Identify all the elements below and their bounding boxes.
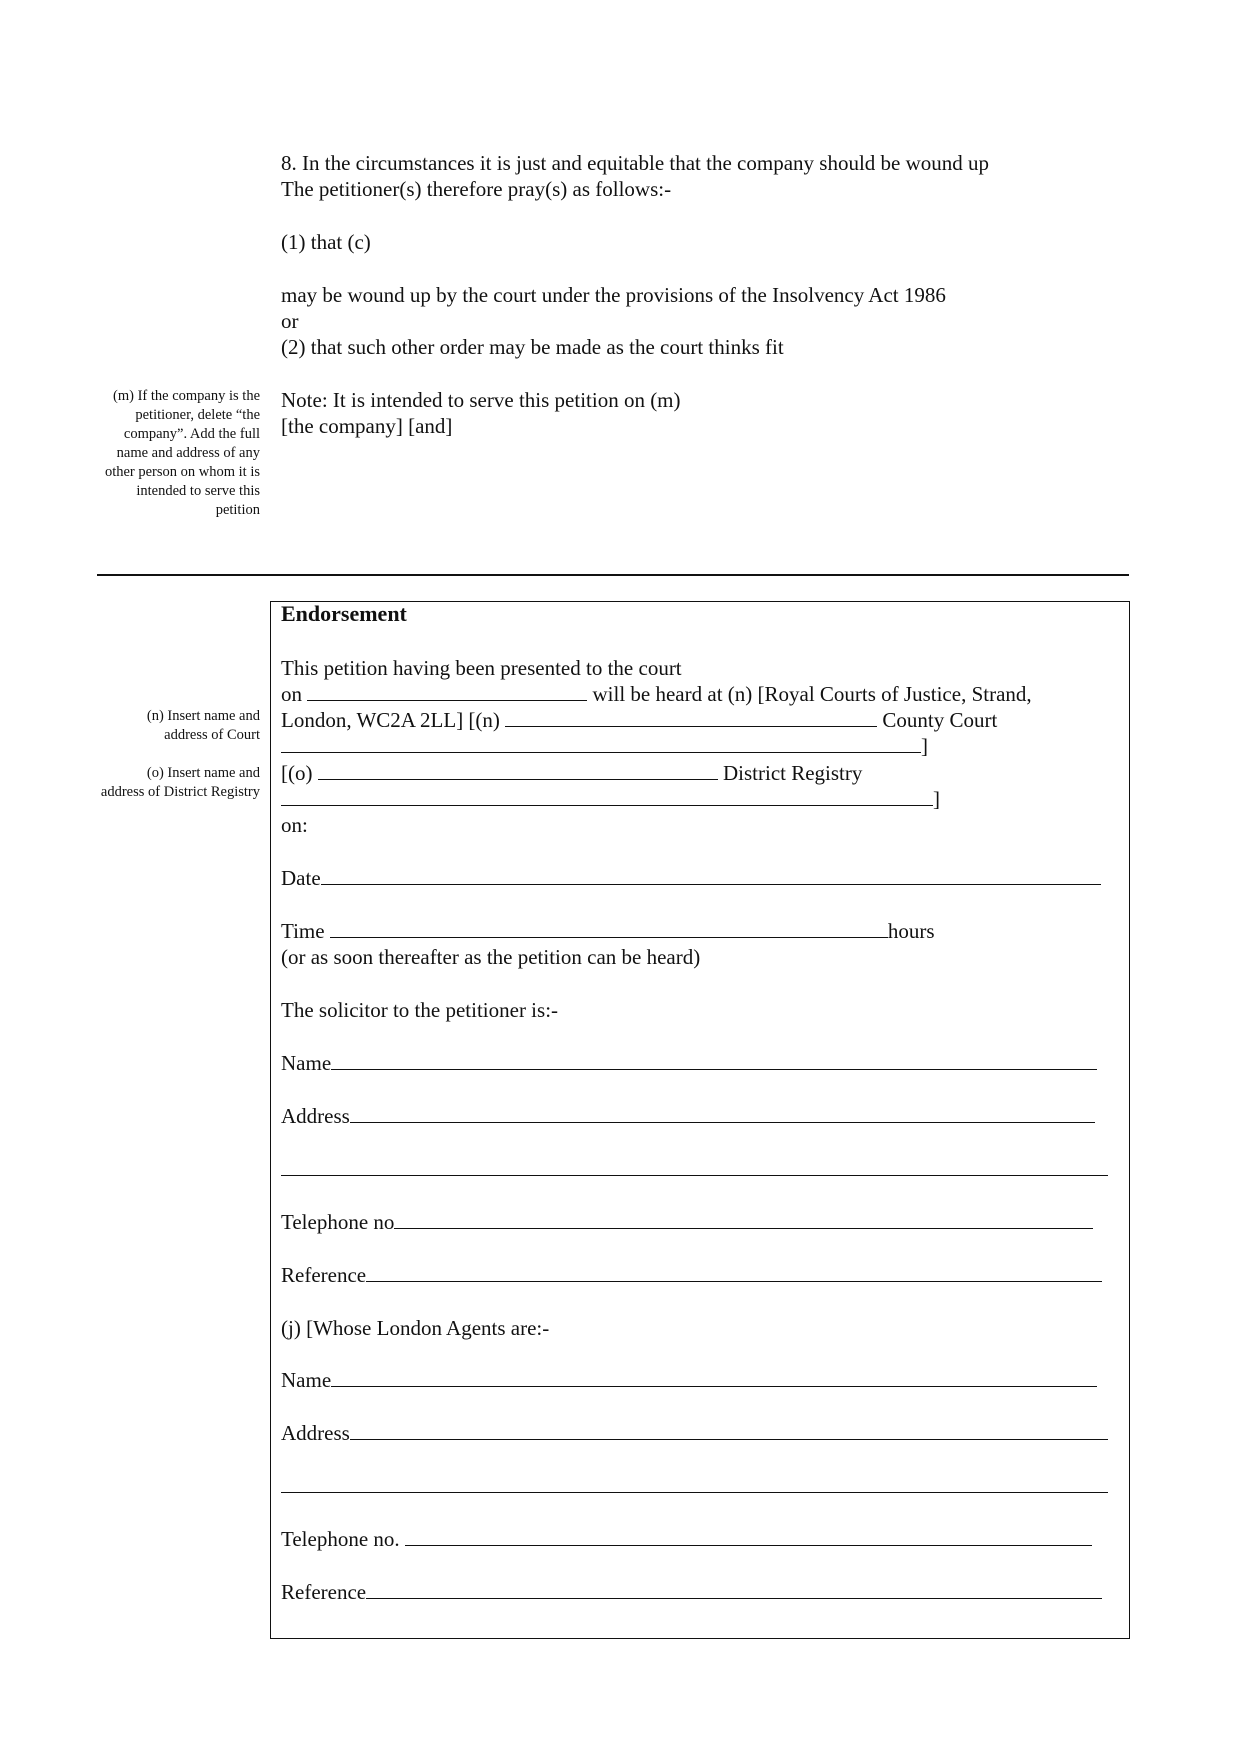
o-prefix: [(o): [281, 761, 313, 785]
agent-address-row: [281, 1420, 1108, 1446]
presented-text: This petition having been presented to the court: [281, 656, 682, 680]
section-divider: [97, 574, 1129, 576]
time-row: [281, 918, 935, 944]
wound-up-text: may be wound up by the court under the provisions of the Insolvency Act 1986: [281, 283, 946, 307]
bracket-close: ]: [921, 734, 928, 758]
agent-address-field[interactable]: [350, 1422, 1108, 1440]
solicitor-reference-field[interactable]: [366, 1264, 1102, 1282]
date-field[interactable]: [321, 867, 1101, 885]
agent-address-row-2: [281, 1473, 1108, 1499]
on-label: on: [281, 682, 302, 706]
time-label: Time: [281, 919, 325, 943]
endorsement-title: Endorsement: [281, 601, 407, 626]
london-text: London, WC2A 2LL] [(n): [281, 708, 500, 732]
margin-note-n: (n) Insert name and address of Court: [146, 708, 260, 743]
heard-at-text: will be heard at (n) [Royal Courts of Justice, Strand,: [592, 682, 1032, 706]
solicitor-telephone-field[interactable]: [394, 1211, 1093, 1229]
district-registry-address-row: [281, 786, 940, 812]
prayer-intro: The petitioner(s) therefore pray(s) as follows:-: [281, 177, 672, 201]
district-registry-row: [281, 760, 862, 786]
date-row: [281, 865, 1101, 891]
or-text: or: [281, 309, 299, 333]
prayer-item-1: (1) that (c): [281, 230, 371, 254]
agent-telephone-field[interactable]: [405, 1528, 1092, 1546]
county-court-label: County Court: [882, 708, 998, 732]
agents-text: (j) [Whose London Agents are:-: [281, 1316, 550, 1340]
solicitor-telephone-row: [281, 1209, 1093, 1235]
service-note-parties: [the company] [and]: [281, 414, 453, 438]
agent-reference-row: [281, 1579, 1102, 1605]
agent-address-field-2[interactable]: [281, 1475, 1108, 1493]
solicitor-address-field-2[interactable]: [281, 1158, 1108, 1176]
solicitor-address-row-2: [281, 1156, 1108, 1182]
service-note: Note: It is intended to serve this petition on (m): [281, 388, 681, 412]
agent-name-field[interactable]: [331, 1369, 1097, 1387]
name-label: Name: [281, 1051, 332, 1075]
heard-on-row: [281, 681, 1032, 707]
district-registry-address-field[interactable]: [281, 788, 933, 806]
address-label-2: Address: [281, 1421, 350, 1445]
paragraph-8: 8. In the circumstances it is just and equitable that the company should be wound up: [281, 151, 990, 175]
county-court-field[interactable]: [505, 709, 877, 727]
agent-reference-field[interactable]: [366, 1581, 1102, 1599]
county-court-address-row: [281, 733, 928, 759]
solicitor-text: The solicitor to the petitioner is:-: [281, 998, 559, 1022]
prayer-item-2: (2) that such other order may be made as the court thinks fit: [281, 335, 784, 359]
solicitor-reference-row: [281, 1262, 1102, 1288]
time-field[interactable]: [330, 920, 888, 938]
date-label: Date: [281, 866, 321, 890]
bracket-close-2: ]: [933, 787, 940, 811]
reference-label-2: Reference: [281, 1580, 367, 1604]
on-colon: on:: [281, 813, 308, 837]
county-court-row: [281, 707, 997, 733]
agent-name-row: [281, 1367, 1097, 1393]
hours-label: hours: [887, 919, 935, 943]
address-label: Address: [281, 1104, 350, 1128]
margin-note-m: (m) If the company is the petitioner, delete “the company”. Add the full name and address of any other person on whom it is intended to serve this petition: [104, 388, 260, 518]
reference-label: Reference: [281, 1263, 367, 1287]
solicitor-name-field[interactable]: [331, 1052, 1097, 1070]
telephone-label-2: Telephone no.: [281, 1527, 400, 1551]
soon-text: (or as soon thereafter as the petition can be heard): [281, 945, 701, 969]
county-court-address-field[interactable]: [281, 735, 921, 753]
telephone-label: Telephone no: [281, 1210, 395, 1234]
solicitor-address-row: [281, 1103, 1095, 1129]
solicitor-address-field[interactable]: [350, 1105, 1095, 1123]
name-label-2: Name: [281, 1368, 332, 1392]
presented-date-field[interactable]: [307, 683, 587, 701]
district-registry-field[interactable]: [318, 762, 718, 780]
district-registry-label: District Registry: [722, 761, 863, 785]
agent-telephone-row: [281, 1526, 1092, 1552]
solicitor-name-row: [281, 1050, 1097, 1076]
margin-note-o: (o) Insert name and address of District Registry: [100, 765, 260, 800]
